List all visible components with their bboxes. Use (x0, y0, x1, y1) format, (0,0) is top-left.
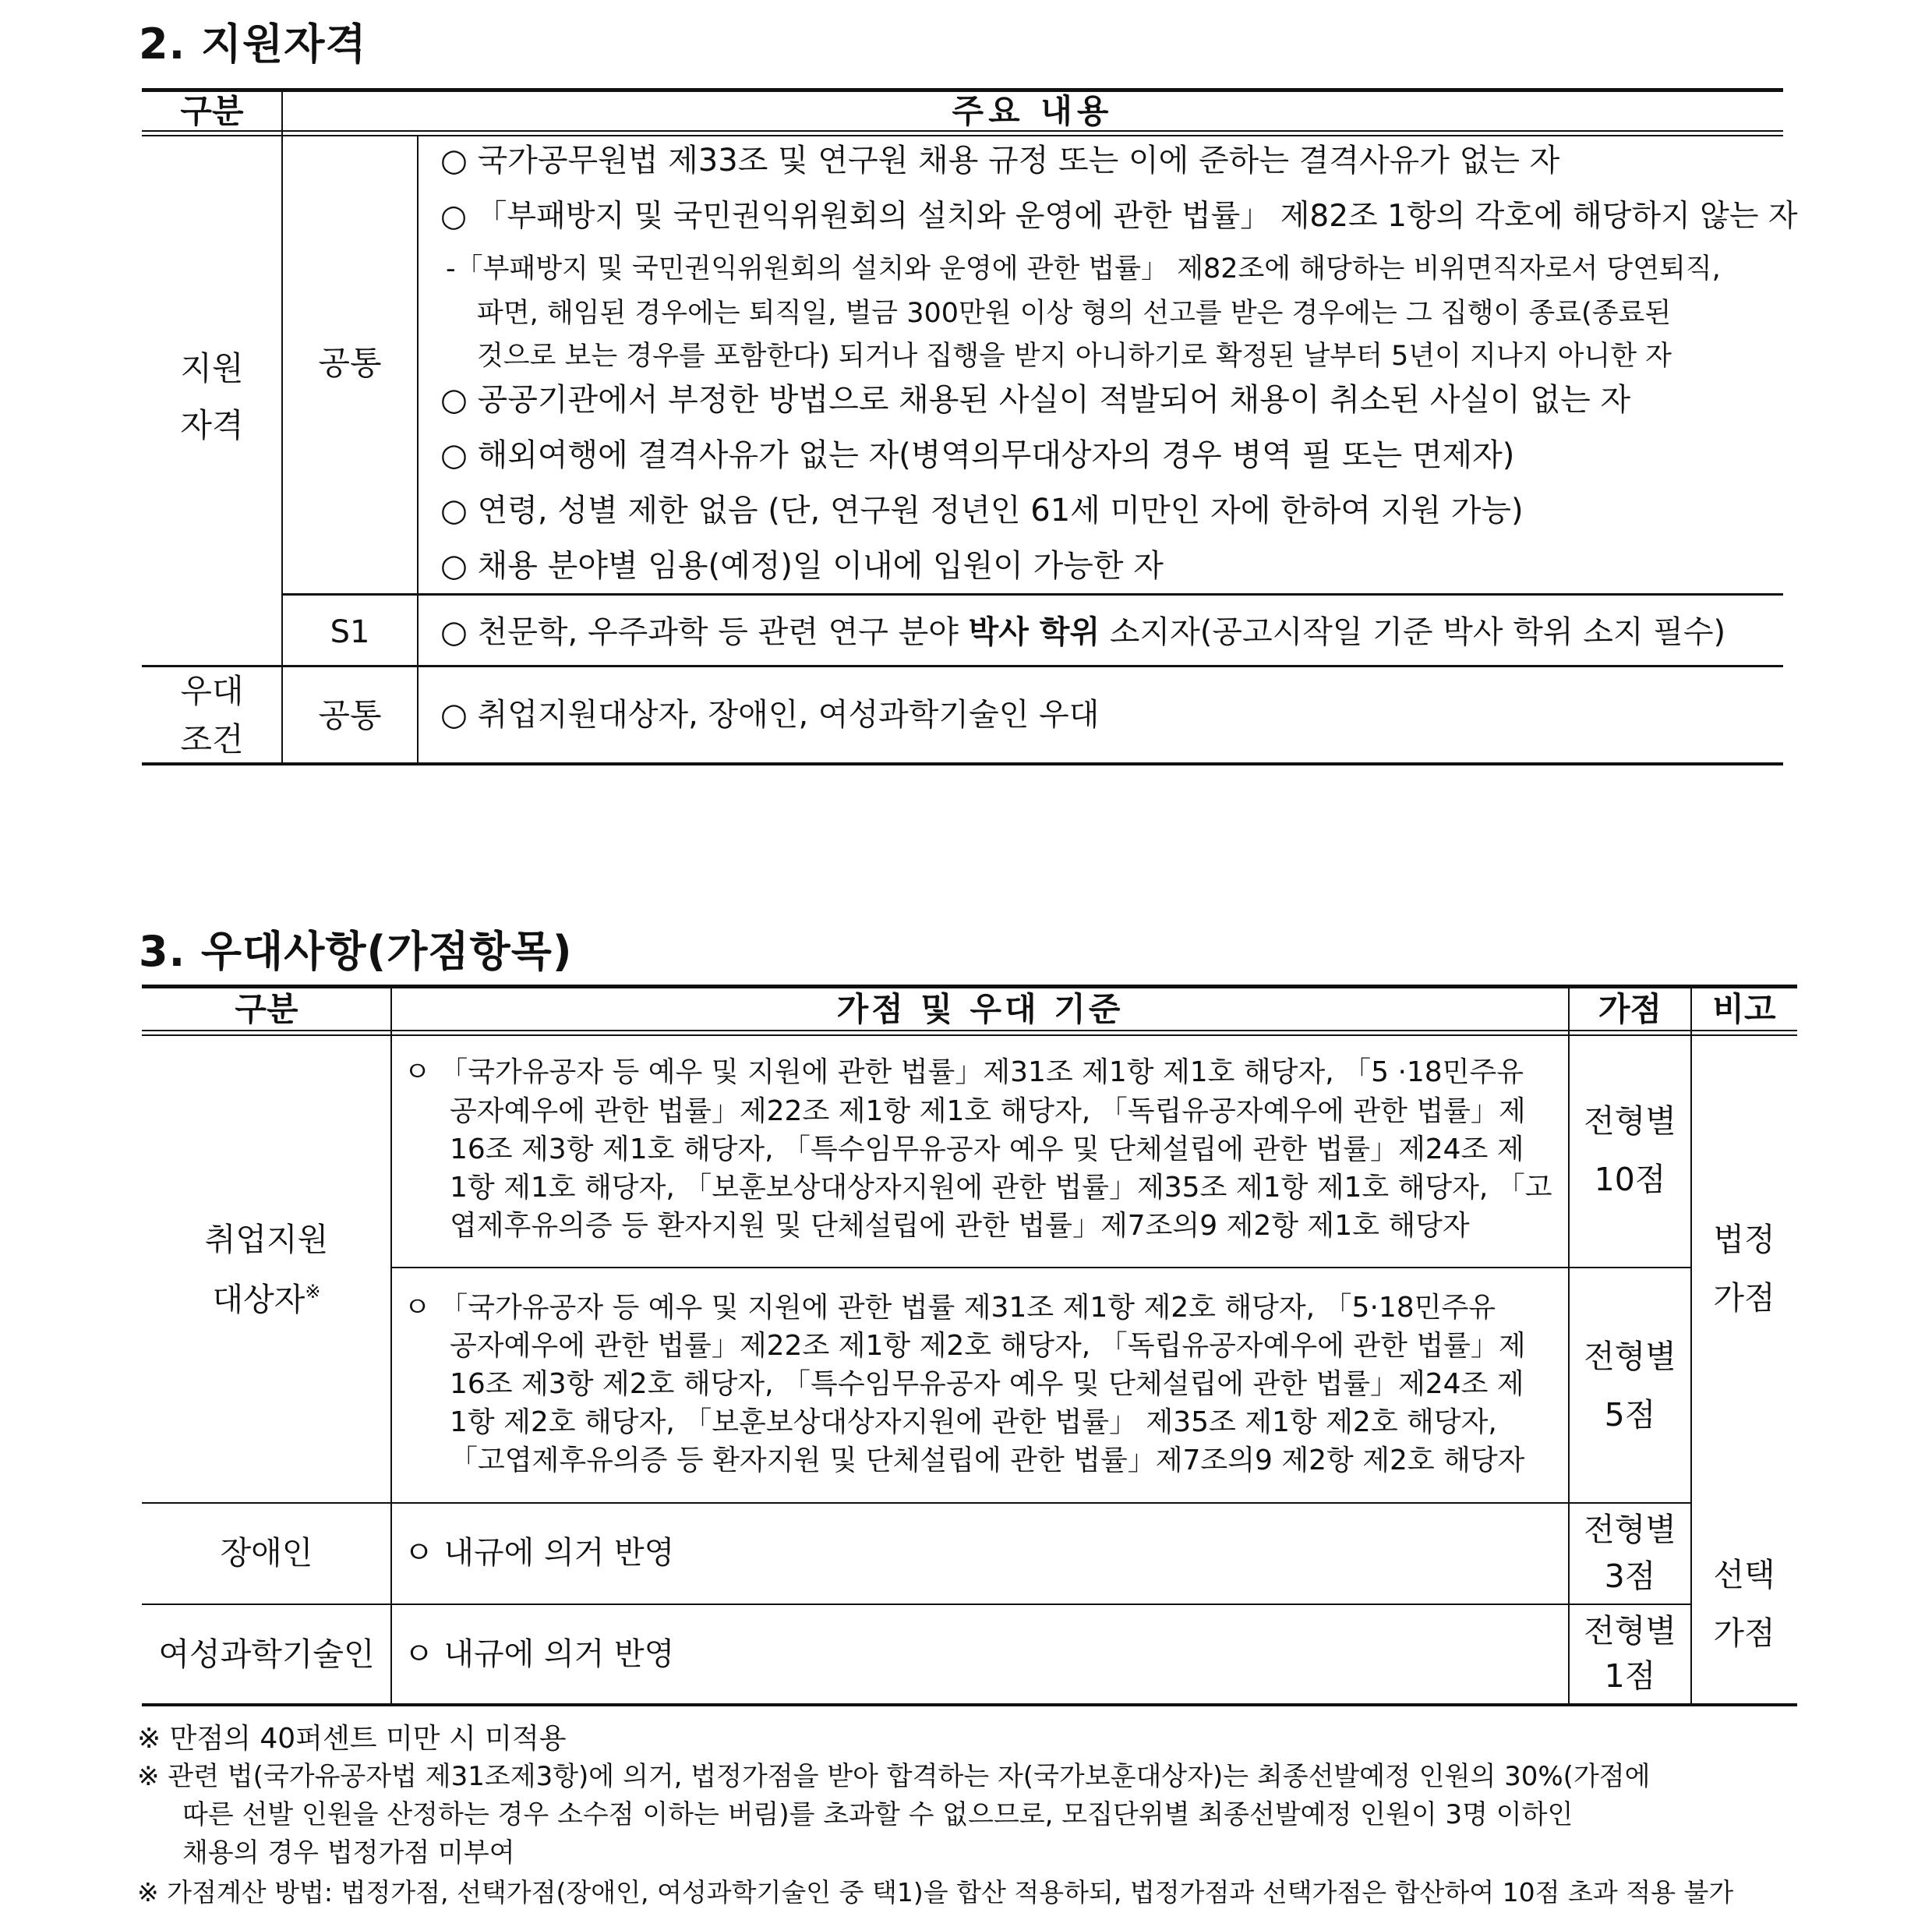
row2-points-line2: 3점 (1604, 1558, 1656, 1595)
row1-label-line2 (142, 1282, 391, 1316)
requirement-item: ○ 공공기관에서 부정한 방법으로 채용된 사실이 적발되어 채용이 취소된 사실이 없는 자 (440, 382, 1631, 418)
row1-label-mark: ※ (305, 1281, 321, 1303)
table1-col-divider-2 (417, 136, 419, 765)
row3-label: 여성과학기술인 (158, 1635, 375, 1673)
table1-header-rule (142, 130, 1783, 132)
row1a-line: 16조 제3항 제1호 해당자, 「특수임무유공자 예우 및 단체설립에 관한 법률」제24조 제 (450, 1133, 1524, 1165)
s1-prefix: ○ 천문학, 우주과학 등 관련 연구 분야 (440, 614, 969, 650)
requirement-item: ○ 해외여행에 결격사유가 없는 자(병역의무대상자의 경우 병역 필 또는 면제자) (440, 437, 1515, 473)
row1-label-line1: 취업지원 (204, 1221, 329, 1258)
table2-bottom-border (142, 1703, 1797, 1706)
footnote: 채용의 경우 법정가점 미부여 (182, 1837, 515, 1869)
table2-row-rule-c (142, 1603, 1690, 1605)
row1a-points-line1: 전형별 (1584, 1102, 1676, 1140)
group2-label-line2: 조건 (180, 720, 244, 758)
table1-header-category: 구분 (180, 92, 244, 130)
row2-points-line1: 전형별 (1584, 1511, 1676, 1548)
table2-col-divider-1 (390, 986, 392, 1705)
section-3-title: 3. 우대사항(가점항목) (139, 927, 573, 976)
requirement-sub-line: 것으로 보는 경우를 포함한다) 되거나 집행을 받지 아니하기로 확정된 날부터 5년이 지나지 아니한 자 (477, 341, 1672, 372)
footnote: ※ 가점계산 방법: 법정가점, 선택가점(장애인, 여성과학기술인 중 택1)을 합산 적용하되, 법정가점과 선택가점은 합산하여 10점 초과 적용 불가 (137, 1877, 1734, 1908)
requirement-sub-line: 파면, 해임된 경우에는 퇴직일, 벌금 300만원 이상 형의 선고를 받은 경우에는 그 집행이 종료(종료된 (477, 298, 1672, 329)
row2-item: ㅇ 내규에 의거 반영 (404, 1535, 675, 1571)
requirement-item: ○ 연령, 성별 제한 없음 (단, 연구원 정년인 61세 미만인 자에 한하여 지원 가능) (440, 493, 1524, 529)
row1b-line: ㅇ 「국가유공자 등 예우 및 지원에 관한 법률 제31조 제1항 제2호 해당자, 「5·18민주유 (404, 1292, 1496, 1324)
row1a-line: ㅇ 「국가유공자 등 예우 및 지원에 관한 법률」제31조 제1항 제1호 해당자, 「5 ·18민주유 (404, 1056, 1524, 1088)
row1a-line: 공자예우에 관한 법률」제22조 제1항 제1호 해당자, 「독립유공자예우에 관한 법률」제 (450, 1095, 1526, 1127)
row3-points-line2: 1점 (1604, 1657, 1656, 1695)
table1-header-rule-2 (142, 135, 1783, 136)
note1-line1: 법정 (1713, 1221, 1775, 1258)
section-2-title: 2. 지원자격 (139, 19, 367, 69)
s1-bold-degree: 박사 학위 (968, 614, 1100, 650)
requirement-item: ○ 국가공무원법 제33조 및 연구원 채용 규정 또는 이에 준하는 결격사유가 없는 자 (440, 143, 1560, 179)
row1a-line: 엽제후유의증 등 환자지원 및 단체설립에 관한 법률」제7조의9 제2항 제1호 해당자 (450, 1210, 1470, 1242)
table1-bottom-border (142, 762, 1783, 765)
note1-line2: 가점 (1713, 1279, 1775, 1317)
requirement-item: ○ 채용 분야별 임용(예정)일 이내에 입원이 가능한 자 (440, 548, 1164, 584)
row1b-points-line1: 전형별 (1584, 1338, 1676, 1375)
table1-header-content: 주요 내용 (952, 92, 1114, 130)
common-label: 공통 (318, 344, 382, 382)
row2-label: 장애인 (220, 1534, 313, 1572)
s1-label: S1 (330, 614, 370, 650)
footnote: ※ 관련 법(국가유공자법 제31조제3항)에 의거, 법정가점을 받아 합격하는 자(국가보훈대상자)는 최종선발예정 인원의 30%(가점에 (137, 1761, 1651, 1792)
requirement-item: ○ 「부패방지 및 국민권익위원회의 설치와 운영에 관한 법률」 제82조 1항의 각호에 해당하지 않는 자 (440, 199, 1798, 234)
row3-points-line1: 전형별 (1584, 1612, 1676, 1649)
row1b-line: 공자예우에 관한 법률」제22조 제1항 제2호 해당자, 「독립유공자예우에 관한 법률」제 (450, 1330, 1526, 1362)
group2-common-label: 공통 (318, 696, 382, 734)
group1-label-line1: 지원 (180, 349, 244, 387)
row1b-line: 16조 제3항 제2호 해당자, 「특수임무유공자 예우 및 단체설립에 관한 법률」제24조 제 (450, 1368, 1524, 1400)
row1-label-text: 대상자 (212, 1281, 306, 1318)
note2-line1: 선택 (1713, 1556, 1775, 1593)
s1-suffix: 소지자(공고시작일 기준 박사 학위 소지 필수) (1100, 614, 1726, 650)
row1b-line: 1항 제2호 해당자, 「보훈보상대상자지원에 관한 법률」 제35조 제1항 제2호 해당자, (450, 1406, 1497, 1438)
note2-line2: 가점 (1713, 1614, 1775, 1652)
row1b-line: 「고엽제후유의증 등 환자지원 및 단체설립에 관한 법률」제7조의9 제2항 제2호 해당자 (450, 1444, 1525, 1476)
row1a-line: 1항 제1호 해당자, 「보훈보상대상자지원에 관한 법률」제35조 제1항 제1호 해당자, 「고 (450, 1172, 1552, 1204)
table2-row-rule-a (391, 1267, 1690, 1268)
row1b-points-line2: 5점 (1604, 1396, 1656, 1434)
table2-row-rule-b (142, 1502, 1690, 1504)
table2-header-points: 가점 (1598, 990, 1662, 1028)
table2-header-category: 구분 (235, 990, 298, 1028)
row1a-points-line2: 10점 (1594, 1161, 1666, 1198)
table2-header-criteria: 가점 및 우대 기준 (836, 990, 1124, 1028)
group1-label-line2: 자격 (180, 406, 244, 444)
footnote: ※ 만점의 40퍼센트 미만 시 미적용 (137, 1723, 567, 1755)
table1-row-rule-pref (142, 665, 1783, 667)
s1-requirement (440, 614, 1726, 650)
table2-header-note: 비고 (1712, 990, 1776, 1028)
preference-item: ○ 취업지원대상자, 장애인, 여성과학기술인 우대 (440, 697, 1100, 733)
requirement-sub-line: -「부패방지 및 국민권익위원회의 설치와 운영에 관한 법률」 제82조에 해당하는 비위면직자로서 당연퇴직, (446, 253, 1721, 285)
group2-label-line1: 우대 (180, 672, 244, 710)
row3-item: ㅇ 내규에 의거 반영 (404, 1636, 675, 1672)
footnote: 따른 선발 인원을 산정하는 경우 소수점 이하는 버림)를 초과할 수 없으므로, 모집단위별 최종선발예정 인원이 3명 이하인 (182, 1799, 1574, 1830)
table1-row-rule-s1 (282, 593, 1783, 596)
